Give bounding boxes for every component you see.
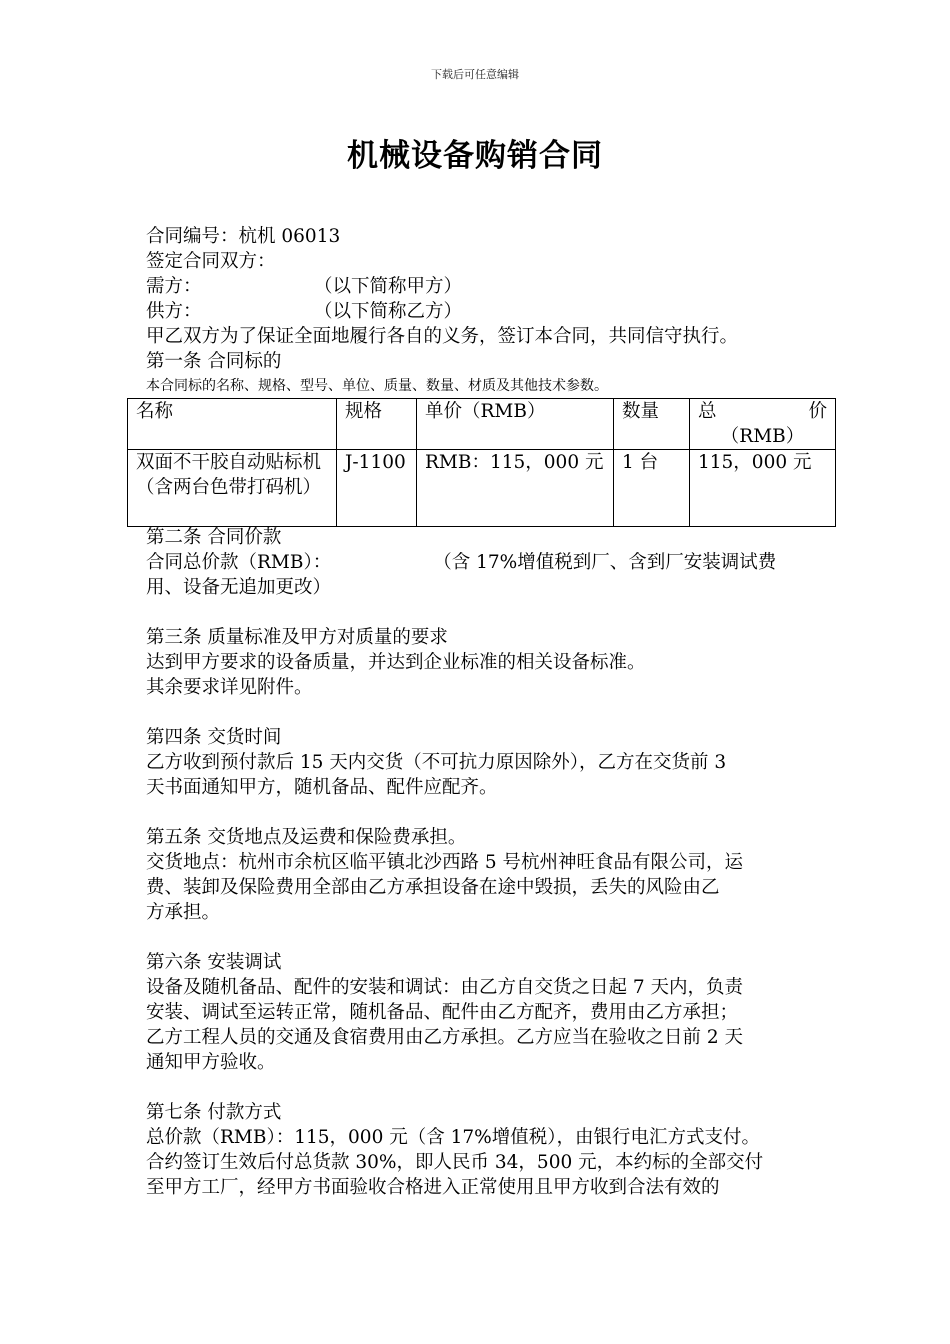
article7-line3: 至甲方工厂，经甲方书面验收合格进入正常使用且甲方收到合法有效的 — [146, 1177, 720, 1198]
article6-line3: 乙方工程人员的交通及食宿费用由乙方承担。乙方应当在验收之日前 2 天 — [146, 1027, 744, 1048]
article4-heading: 第四条 交货时间 — [146, 727, 282, 748]
article1-note: 本合同标的名称、规格、型号、单位、质量、数量、材质及其他技术参数。 — [146, 378, 608, 394]
article3-line2: 其余要求详见附件。 — [146, 677, 313, 698]
article5-line1: 交货地点：杭州市余杭区临平镇北沙西路 5 号杭州神旺食品有限公司，运 — [146, 852, 744, 873]
article6-line4: 通知甲方验收。 — [146, 1052, 276, 1073]
article6-line2: 安装、调试至运转正常，随机备品、配件由乙方配齐，费用由乙方承担； — [146, 1002, 739, 1023]
article2-heading: 第二条 合同价款 — [146, 527, 282, 548]
parties-heading: 签定合同双方： — [146, 251, 276, 272]
article7-heading: 第七条 付款方式 — [146, 1102, 282, 1123]
buyer-line — [146, 274, 826, 299]
article6-heading: 第六条 安装调试 — [146, 952, 282, 973]
buyer-alias: （以下简称甲方） — [314, 276, 463, 297]
article6-line1: 设备及随机备品、配件的安装和调试：由乙方自交货之日起 7 天内，负责 — [146, 977, 744, 998]
article2-line2: 用、设备无追加更改） — [146, 577, 332, 598]
article7-line1: 总价款（RMB）：115，000 元（含 17%增值税），由银行电汇方式支付。 — [146, 1127, 760, 1148]
table-row — [128, 450, 836, 527]
header-quantity: 数量 — [614, 399, 690, 450]
header-spec: 规格 — [337, 399, 417, 450]
total-price-label: 合同总价款（RMB）： — [146, 552, 332, 573]
contract-number: 合同编号：杭机 06013 — [146, 226, 341, 247]
seller-label: 供方： — [146, 301, 202, 322]
article7-line2: 合约签订生效后付总货款 30%，即人民币 34，500 元，本约标的全部交付 — [146, 1152, 764, 1173]
purpose-statement: 甲乙双方为了保证全面地履行各自的义务，签订本合同，共同信守执行。 — [146, 326, 739, 347]
cell-unit-price: RMB：115，000 元 — [417, 450, 614, 527]
seller-alias: （以下简称乙方） — [314, 301, 463, 322]
article5-line2: 费、装卸及保险费用全部由乙方承担设备在途中毁损，丢失的风险由乙 — [146, 877, 720, 898]
table-header-row — [128, 399, 836, 450]
article4-line1: 乙方收到预付款后 15 天内交货（不可抗力原因除外），乙方在交货前 3 — [146, 752, 727, 773]
cell-quantity: 1 台 — [614, 450, 690, 527]
header-total — [690, 399, 836, 450]
goods-table — [127, 398, 836, 527]
header-total-b: 价 — [808, 401, 827, 422]
document-title: 机械设备购销合同 — [347, 138, 603, 174]
article1-heading: 第一条 合同标的 — [146, 351, 282, 372]
header-total-unit: （RMB） — [720, 426, 805, 447]
article3-heading: 第三条 质量标准及甲方对质量的要求 — [146, 627, 448, 648]
article3-line1: 达到甲方要求的设备质量，并达到企业标准的相关设备标准。 — [146, 652, 646, 673]
article5-heading: 第五条 交货地点及运费和保险费承担。 — [146, 827, 467, 848]
cell-name: 双面不干胶自动贴标机（含两台色带打码机） — [128, 450, 337, 527]
header-note: 下载后可任意编辑 — [431, 68, 519, 81]
header-name: 名称 — [128, 399, 337, 450]
article4-line2: 天书面通知甲方，随机备品、配件应配齐。 — [146, 777, 498, 798]
cell-total: 115，000 元 — [690, 450, 836, 527]
article2-line1 — [146, 550, 826, 575]
total-price-note: （含 17%增值税到厂、含到厂安装调试费 — [433, 552, 777, 573]
header-total-a: 总 — [698, 401, 717, 422]
header-unit-price: 单价（RMB） — [417, 399, 614, 450]
buyer-label: 需方： — [146, 276, 202, 297]
article5-line3: 方承担。 — [146, 902, 221, 923]
cell-spec: J-1100 — [337, 450, 417, 527]
seller-line — [146, 299, 826, 324]
